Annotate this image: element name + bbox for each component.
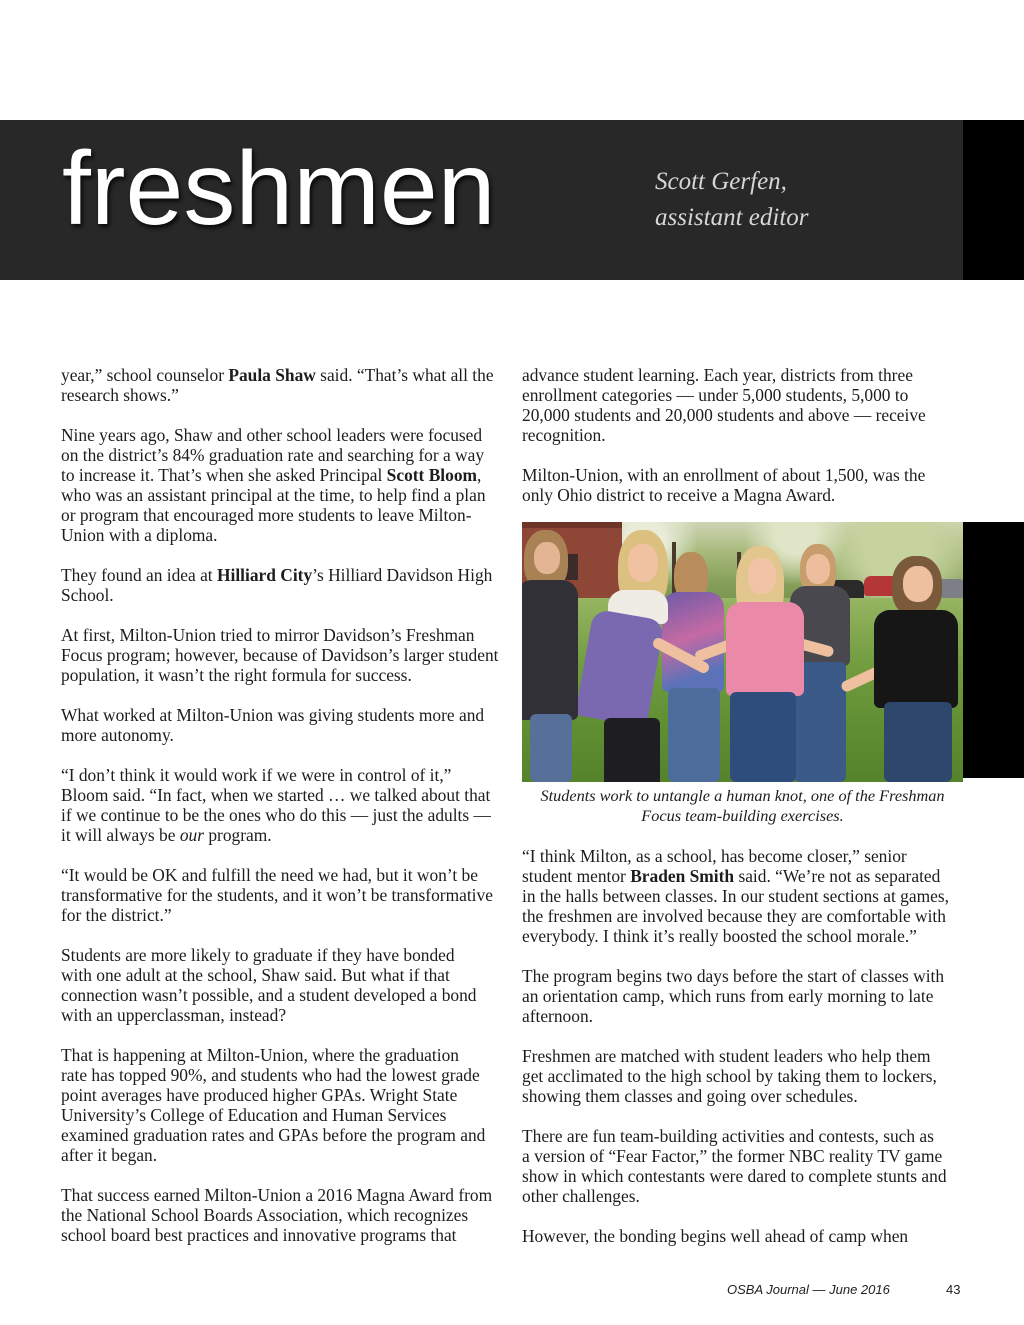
text-run: They found an idea at — [61, 565, 217, 585]
text-run: program. — [204, 825, 272, 845]
text-line: other challenges. — [522, 1186, 640, 1206]
byline-author: Scott Gerfen, — [655, 168, 787, 195]
student-face — [748, 558, 776, 594]
text-line: advance student learning. Each year, districts from three — [522, 365, 913, 385]
text-line — [61, 825, 511, 845]
text-line: an orientation camp, which runs from early morning to late — [522, 986, 934, 1006]
student-jeans — [530, 714, 572, 782]
student-shirt — [874, 610, 958, 708]
right-column-top — [522, 365, 962, 505]
text-line: Union with a diploma. — [61, 525, 218, 545]
text-line: everybody. I think it’s really boosted the school morale.” — [522, 926, 917, 946]
text-line: get acclimated to the high school by taking them to lockers, — [522, 1066, 937, 1086]
text-line: “I don’t think it would work if we were in control of it,” — [61, 765, 452, 785]
text-line: “It would be OK and fulfill the need we had, but it won’t be — [61, 865, 478, 885]
text-run: to increase it. That’s when she asked Principal — [61, 465, 387, 485]
paragraph — [522, 1126, 962, 1206]
paragraph — [61, 1045, 511, 1165]
text-line: population, it wasn’t the right formula for success. — [61, 665, 412, 685]
text-line: afternoon. — [522, 1006, 593, 1026]
text-line: in the halls between classes. In our student sections at games, — [522, 886, 949, 906]
text-line: showing them classes and going over schedules. — [522, 1086, 858, 1106]
text-line: with one adult at the school, Shaw said. But what if that — [61, 965, 450, 985]
paragraph — [61, 1185, 511, 1245]
paragraph — [61, 425, 511, 545]
text-line: the freshmen are involved because they are comfortable with — [522, 906, 946, 926]
text-line: At first, Milton-Union tried to mirror Davidson’s Freshman — [61, 625, 475, 645]
students-photo — [522, 522, 963, 782]
edge-tab — [963, 522, 1024, 778]
text-line: What worked at Milton-Union was giving students more and — [61, 705, 485, 725]
right-column-bottom — [522, 846, 962, 1246]
student-face — [806, 554, 830, 584]
text-line: or program that encouraged more students to leave Milton- — [61, 505, 472, 525]
text-line: rate has topped 90%, and students who had the lowest grade — [61, 1065, 480, 1085]
paragraph — [61, 765, 511, 845]
caption-line: Focus team-building exercises. — [641, 806, 844, 825]
paragraph — [522, 1226, 962, 1246]
text-line: Focus program; however, because of Davidson’s larger student — [61, 645, 499, 665]
text-run: said. “That’s what all the — [315, 365, 494, 385]
paragraph — [61, 945, 511, 1025]
caption-line: Students work to untangle a human knot, one of the Freshman — [540, 786, 945, 805]
text-run: ’s Hilliard Davidson High — [312, 565, 493, 585]
italic-emphasis: our — [179, 825, 204, 845]
text-line — [61, 465, 511, 485]
section-title: freshmen — [62, 131, 496, 247]
paragraph — [61, 625, 511, 685]
text-line: However, the bonding begins well ahead of camp when — [522, 1226, 909, 1246]
text-line: on the district’s 84% graduation rate and searching for a way — [61, 445, 485, 465]
paragraph — [61, 365, 511, 405]
text-line: the National School Boards Association, which recognizes — [61, 1205, 469, 1225]
student-jeans — [884, 702, 952, 782]
text-line: The program begins two days before the start of classes with — [522, 966, 945, 986]
text-line: Bloom said. “In fact, when we started … we talked about that — [61, 785, 491, 805]
bold-name: Braden Smith — [630, 866, 735, 886]
student-face — [903, 566, 933, 602]
text-line: That success earned Milton-Union a 2016 Magna Award from — [61, 1185, 493, 1205]
text-line: who was an assistant principal at the time, to help find a plan — [61, 485, 486, 505]
text-line — [61, 565, 511, 585]
text-line: show in which contestants were dared to complete stunts and — [522, 1166, 947, 1186]
paragraph — [522, 846, 962, 946]
text-line: “I think Milton, as a school, has become closer,” senior — [522, 846, 907, 866]
text-run: student mentor — [522, 866, 631, 886]
text-line: with an upperclassman, instead? — [61, 1005, 287, 1025]
student-shirt — [662, 592, 724, 692]
text-line: There are fun team-building activities and contests, such as — [522, 1126, 934, 1146]
text-line: enrollment categories — under 5,000 students, 5,000 to — [522, 385, 909, 405]
student-jacket — [522, 580, 578, 720]
bold-name: Paula Shaw — [228, 365, 316, 385]
left-column — [61, 365, 511, 1245]
text-line: transformative for the students, and it won’t be transformative — [61, 885, 493, 905]
text-line: Milton-Union, with an enrollment of about 1,500, was the — [522, 465, 926, 485]
paragraph — [522, 1046, 962, 1106]
student-face — [534, 542, 560, 574]
text-line: point averages have produced higher GPAs. Wright State — [61, 1085, 458, 1105]
text-line: Students are more likely to graduate if they have bonded — [61, 945, 455, 965]
student-shirt — [726, 602, 804, 696]
text-line: only Ohio district to receive a Magna Award. — [522, 485, 836, 505]
paragraph — [522, 966, 962, 1026]
text-run: year,” school counselor — [61, 365, 229, 385]
student-jeans — [730, 692, 796, 782]
text-line: 20,000 students and 20,000 students and above — receive — [522, 405, 926, 425]
footer-publication: OSBA Journal — June 2016 — [727, 1282, 890, 1297]
student-face — [628, 544, 658, 582]
text-line: for the district.” — [61, 905, 172, 925]
photo-caption — [522, 786, 963, 826]
student-jeans — [668, 688, 720, 782]
text-line: research shows.” — [61, 385, 179, 405]
bold-name: Hilliard City — [216, 565, 313, 585]
byline — [655, 164, 809, 236]
text-line: Nine years ago, Shaw and other school leaders were focused — [61, 425, 483, 445]
text-line: examined graduation rates and GPAs before the program and — [61, 1125, 486, 1145]
text-line: after it began. — [61, 1145, 158, 1165]
paragraph — [61, 865, 511, 925]
student-leggings — [604, 718, 660, 782]
text-run: said. “We’re not as separated — [734, 866, 941, 886]
byline-role: assistant editor — [655, 204, 809, 231]
text-line: Freshmen are matched with student leaders who help them — [522, 1046, 931, 1066]
text-line: School. — [61, 585, 114, 605]
paragraph — [61, 565, 511, 605]
text-run: it will always be — [61, 825, 180, 845]
paragraph — [522, 365, 962, 445]
text-line: connection wasn’t possible, and a student developed a bond — [61, 985, 477, 1005]
text-line: University’s College of Education and Human Services — [61, 1105, 447, 1125]
text-line: more autonomy. — [61, 725, 174, 745]
text-line — [522, 866, 962, 886]
edge-tab — [963, 120, 1024, 280]
text-line: That is happening at Milton-Union, where the graduation — [61, 1045, 459, 1065]
text-line: a version of “Fear Factor,” the former NBC reality TV game — [522, 1146, 943, 1166]
text-run: , — [477, 465, 482, 485]
text-line: school board best practices and innovative programs that — [61, 1225, 457, 1245]
paragraph — [61, 705, 511, 745]
bold-name: Scott Bloom — [386, 465, 477, 485]
text-line: if we continue to be the ones who do this — just the adults — — [61, 805, 491, 825]
paragraph — [522, 465, 962, 505]
text-line — [61, 365, 511, 385]
text-line: recognition. — [522, 425, 606, 445]
page-number: 43 — [946, 1282, 961, 1297]
